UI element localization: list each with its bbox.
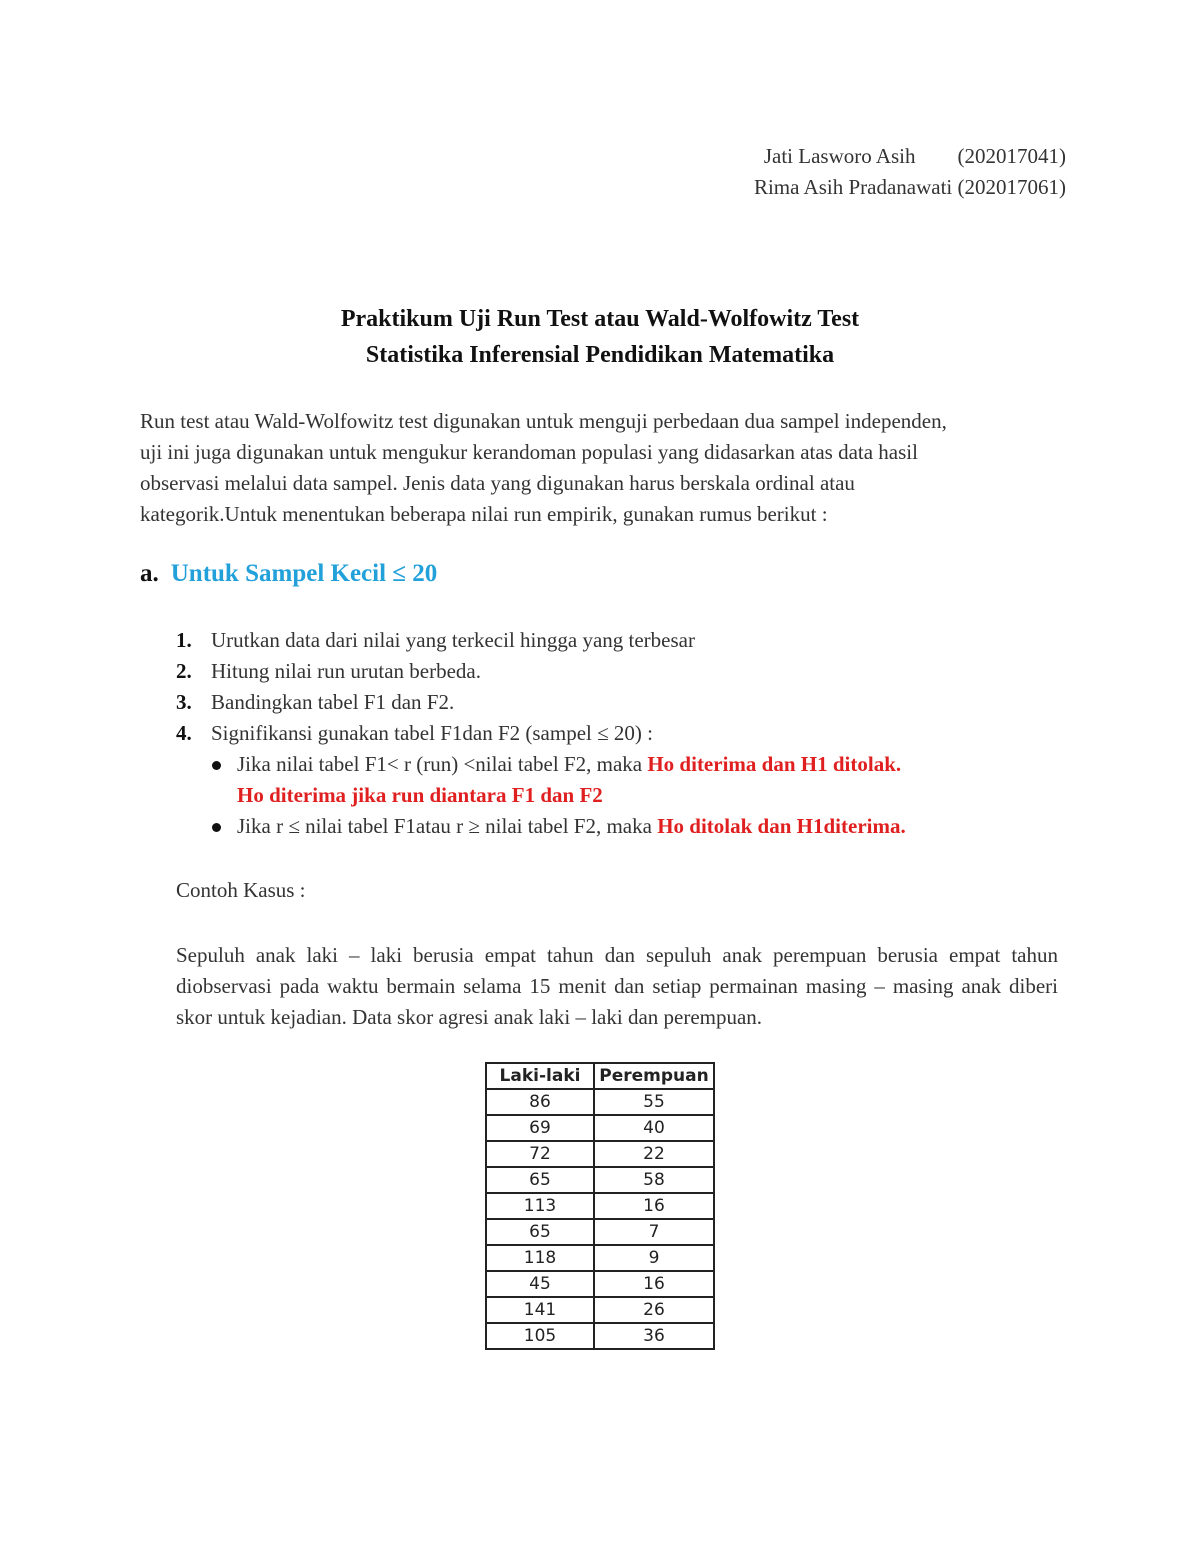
step-number: 1. xyxy=(176,628,192,652)
table-row xyxy=(486,1219,714,1245)
table-cell: 9 xyxy=(594,1245,714,1271)
author-line-2: Rima Asih Pradanawati (202017061) xyxy=(753,175,1066,199)
table-row xyxy=(486,1141,714,1167)
intro-line-2: uji ini juga digunakan untuk mengukur kerandoman populasi yang didasarkan atas data hasil xyxy=(140,440,918,464)
table-row xyxy=(486,1167,714,1193)
step-text: Hitung nilai run urutan berbeda. xyxy=(211,659,482,683)
table-cell: 65 xyxy=(486,1219,594,1245)
bullet-text: Jika nilai tabel F1< r (run) <nilai tabel F2, maka xyxy=(237,752,648,776)
table-cell: 58 xyxy=(594,1167,714,1193)
table-cell: 113 xyxy=(486,1193,594,1219)
step-number: 2. xyxy=(176,659,192,683)
bullet-dot-icon xyxy=(212,761,221,770)
author-line-1: Jati Lasworo Asih (202017041) xyxy=(763,144,1066,168)
step-text: Signifikansi gunakan tabel F1dan F2 (sampel ≤ 20) : xyxy=(211,721,653,745)
bullet-emphasis-line: Ho diterima jika run diantara F1 dan F2 xyxy=(237,783,603,807)
intro-line-3: observasi melalui data sampel. Jenis data yang digunakan harus berskala ordinal atau xyxy=(140,471,855,495)
table-cell: 40 xyxy=(594,1115,714,1141)
intro-line-4: kategorik.Untuk menentukan beberapa nilai run empirik, gunakan rumus berikut : xyxy=(140,502,828,526)
table-cell: 72 xyxy=(486,1141,594,1167)
bullet-emphasis: Ho diterima dan H1 ditolak. xyxy=(647,752,902,776)
table-row xyxy=(486,1115,714,1141)
step-text: Urutkan data dari nilai yang terkecil hingga yang terbesar xyxy=(211,628,695,652)
bullet-dot-icon xyxy=(212,823,221,832)
score-table xyxy=(485,1062,715,1350)
step-text: Bandingkan tabel F1 dan F2. xyxy=(211,690,455,714)
table-cell: 118 xyxy=(486,1245,594,1271)
table-cell: 26 xyxy=(594,1297,714,1323)
section-title: Untuk Sampel Kecil ≤ 20 xyxy=(170,560,438,587)
document-title: Praktikum Uji Run Test atau Wald-Wolfowitz Test xyxy=(340,306,860,332)
bullet-text: Jika r ≤ nilai tabel F1atau r ≥ nilai tabel F2, maka xyxy=(237,814,658,838)
table-cell: 86 xyxy=(486,1089,594,1115)
table-cell: 36 xyxy=(594,1323,714,1349)
table-cell: 55 xyxy=(594,1089,714,1115)
table-row xyxy=(486,1271,714,1297)
step-number: 3. xyxy=(176,690,192,714)
table-row xyxy=(486,1323,714,1349)
table-row xyxy=(486,1193,714,1219)
table-cell: 69 xyxy=(486,1115,594,1141)
section-marker: a. xyxy=(140,560,159,587)
document-subtitle: Statistika Inferensial Pendidikan Matematika xyxy=(365,342,835,368)
table-header-row xyxy=(486,1063,714,1089)
table-cell: 45 xyxy=(486,1271,594,1297)
case-description: Sepuluh anak laki – laki berusia empat tahun dan sepuluh anak perempuan berusia empat tahun diobservasi pada waktu bermain selama 15 menit dan setiap permainan masing – masing anak diberi skor untuk kejadian. Data skor agresi anak laki – laki dan perempuan. xyxy=(176,943,1058,1029)
column-header-perempuan: Perempuan xyxy=(594,1063,714,1089)
table-row xyxy=(486,1245,714,1271)
table-cell: 141 xyxy=(486,1297,594,1323)
section-heading xyxy=(140,560,437,588)
bullet-emphasis: Ho ditolak dan H1diterima. xyxy=(657,814,906,838)
table-cell: 16 xyxy=(594,1193,714,1219)
table-cell: 65 xyxy=(486,1167,594,1193)
intro-line-1: Run test atau Wald-Wolfowitz test digunakan untuk menguji perbedaan dua sampel independen, xyxy=(140,409,947,433)
table-row xyxy=(486,1297,714,1323)
table-cell: 105 xyxy=(486,1323,594,1349)
table-row xyxy=(486,1089,714,1115)
table-cell: 7 xyxy=(594,1219,714,1245)
case-label: Contoh Kasus : xyxy=(176,878,306,902)
step-number: 4. xyxy=(176,721,192,745)
column-header-laki: Laki-laki xyxy=(486,1063,594,1089)
table-cell: 16 xyxy=(594,1271,714,1297)
intro-paragraph xyxy=(140,406,1060,530)
table-cell: 22 xyxy=(594,1141,714,1167)
